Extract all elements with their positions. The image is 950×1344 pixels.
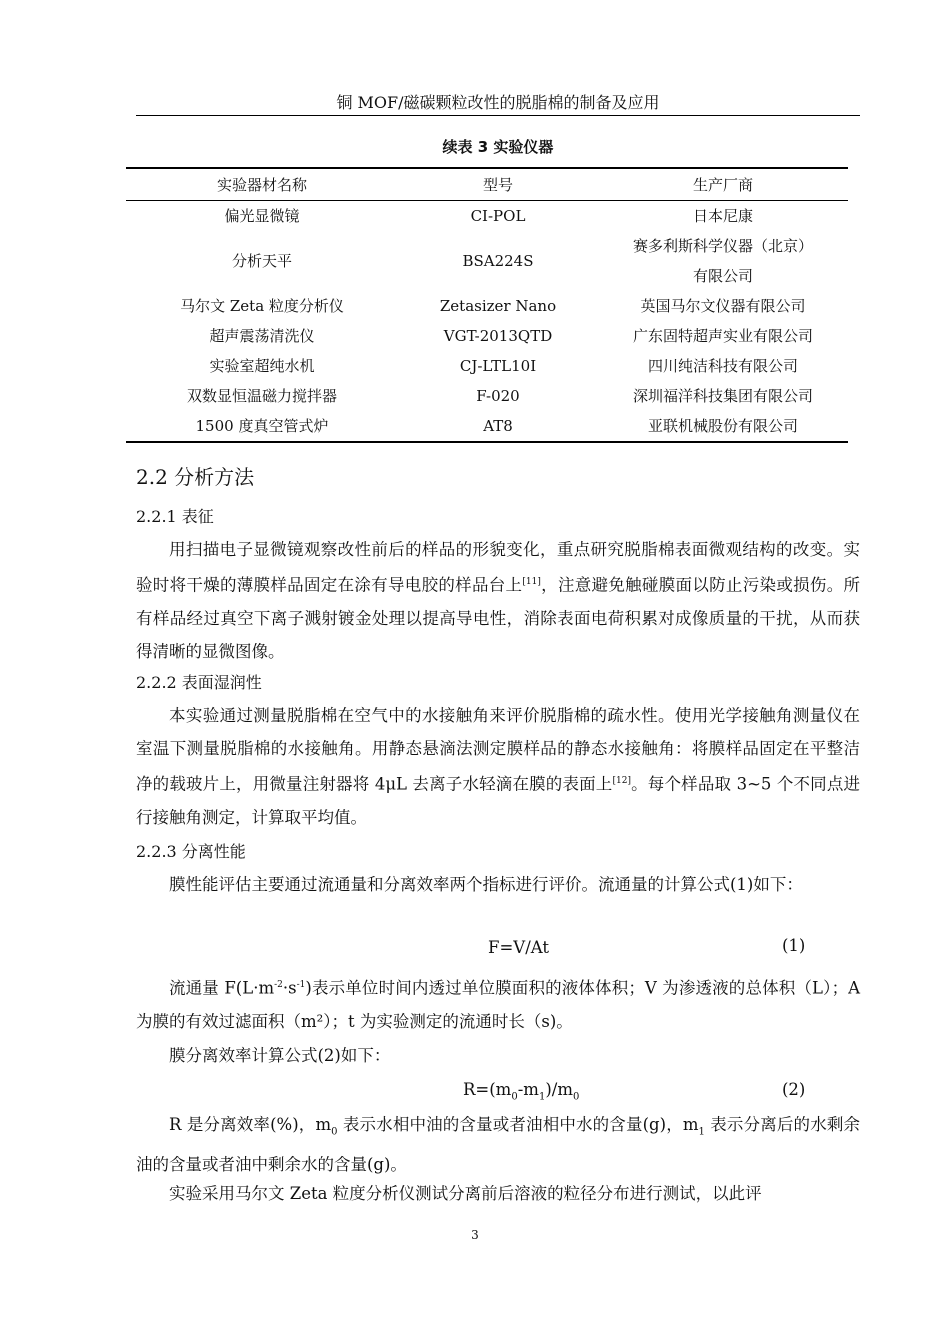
cell-name: 分析天平 [231, 251, 292, 270]
cell-maker: 广东固特超声实业有限公司 [632, 326, 813, 345]
header-rule [136, 115, 860, 116]
page-number: 3 [471, 1228, 479, 1242]
cell-maker: 四川纯洁科技有限公司 [647, 356, 798, 375]
paragraph-efficiency-intro: 膜分离效率计算公式(2)如下： [169, 1046, 391, 1065]
subsection-heading-characterization: 2.2.1 表征 [136, 507, 214, 526]
running-header: 铜 MOF/磁碳颗粒改性的脱脂棉的制备及应用 [336, 93, 660, 112]
table-row [126, 381, 848, 411]
cell-maker: 亚联机械股份有限公司 [647, 416, 798, 435]
table-header-row [126, 168, 848, 201]
table-row [126, 231, 848, 291]
formula-1-number: (1) [782, 936, 806, 955]
subsection-heading-wettability: 2.2.2 表面湿润性 [136, 673, 262, 692]
cell-maker: 英国马尔文仪器有限公司 [640, 296, 806, 315]
cell-maker-line1: 赛多利斯科学仪器（北京） [632, 237, 813, 255]
formula-2: $R=(m_0-m_1)/m_0$ [463, 1080, 580, 1103]
paragraph-separation-intro: 膜性能评估主要通过流通量和分离效率两个指标进行评价。流通量的计算公式(1)如下： [169, 875, 803, 894]
paragraph-wettability: 本实验通过测量脱脂棉在空气中的水接触角来评价脱脂棉的疏水性。使用光学接触角测量仪在室温下测量脱脂棉的水接触角。用静态悬滴法测定膜样品的静态水接触角：将膜样品固定在平整洁净的载玻片上，用微量注射器将 4μL 去离子水轻滴在膜的表面上[12]。每个样品取 3~5 个不同点进行接触角测定，计算取平均值。 [136, 706, 861, 827]
formula-2-number: (2) [782, 1080, 806, 1099]
paragraph-particle-size: 实验采用马尔文 Zeta 粒度分析仪测试分离前后溶液的粒径分布进行测试，以此评 [169, 1184, 762, 1203]
cell-model: AT8 [483, 416, 513, 435]
cell-maker [598, 231, 848, 291]
section-heading: 2.2 分析方法 [136, 465, 255, 489]
cell-maker-line2: 有限公司 [692, 267, 753, 285]
paragraph-characterization: 用扫描电子显微镜观察改性前后的样品的形貌变化，重点研究脱脂棉表面微观结构的改变。实验时将干燥的薄膜样品固定在涂有导电胶的样品台上[11]，注意避免触碰膜面以防止污染或损伤。所有样品经过真空下离子溅射镀金处理以提高导电性，消除表面电荷积累对成像质量的干扰，从而获得清晰的显微图像。 [136, 540, 861, 661]
cell-maker: 深圳福洋科技集团有限公司 [632, 386, 813, 405]
column-header: 实验器材名称 [216, 176, 307, 194]
table-row [126, 411, 848, 442]
cell-name: 超声震荡清洗仪 [209, 326, 315, 345]
cell-model: VGT-2013QTD [443, 326, 553, 345]
cell-model: CJ-LTL10I [459, 356, 537, 375]
paragraph-flux-definition: 流通量 $F(L\cdot m^{-2}\cdot s^{-1})$表示单位时间内透过单位膜面积的液体体积；V 为渗透液的总体积（L）；A 为膜的有效过滤面积（m²）；t 为实验测定的流通时长（s)。 [136, 978, 860, 1031]
subsection-heading-separation: 2.2.3 分离性能 [136, 842, 246, 861]
cell-model: CI-POL [470, 206, 526, 225]
instrument-table [126, 167, 848, 443]
cell-name: 双数显恒温磁力搅拌器 [186, 386, 337, 405]
cell-model: F-020 [476, 386, 520, 405]
cell-name: 偏光显微镜 [224, 206, 300, 225]
formula-1: F=V/At [488, 938, 550, 957]
table-row [126, 201, 848, 232]
cell-maker: 日本尼康 [692, 206, 753, 225]
cell-model: BSA224S [462, 251, 534, 270]
table-row [126, 351, 848, 381]
table-row [126, 291, 848, 321]
cell-name: 1500 度真空管式炉 [195, 416, 329, 435]
cell-model: Zetasizer Nano [439, 296, 557, 315]
table-row [126, 321, 848, 351]
column-header: 型号 [482, 176, 513, 194]
paragraph-efficiency-definition: R 是分离效率(%)，$m_0$ 表示水相中油的含量或者油相中水的含量(g)，$m_1$ 表示分离后的水剩余油的含量或者油中剩余水的含量(g)。 [136, 1115, 860, 1175]
cell-name: 实验室超纯水机 [209, 356, 315, 375]
cell-name: 马尔文 Zeta 粒度分析仪 [180, 296, 344, 315]
column-header: 生产厂商 [692, 176, 753, 194]
table-caption: 续表 3 实验仪器 [442, 138, 554, 156]
